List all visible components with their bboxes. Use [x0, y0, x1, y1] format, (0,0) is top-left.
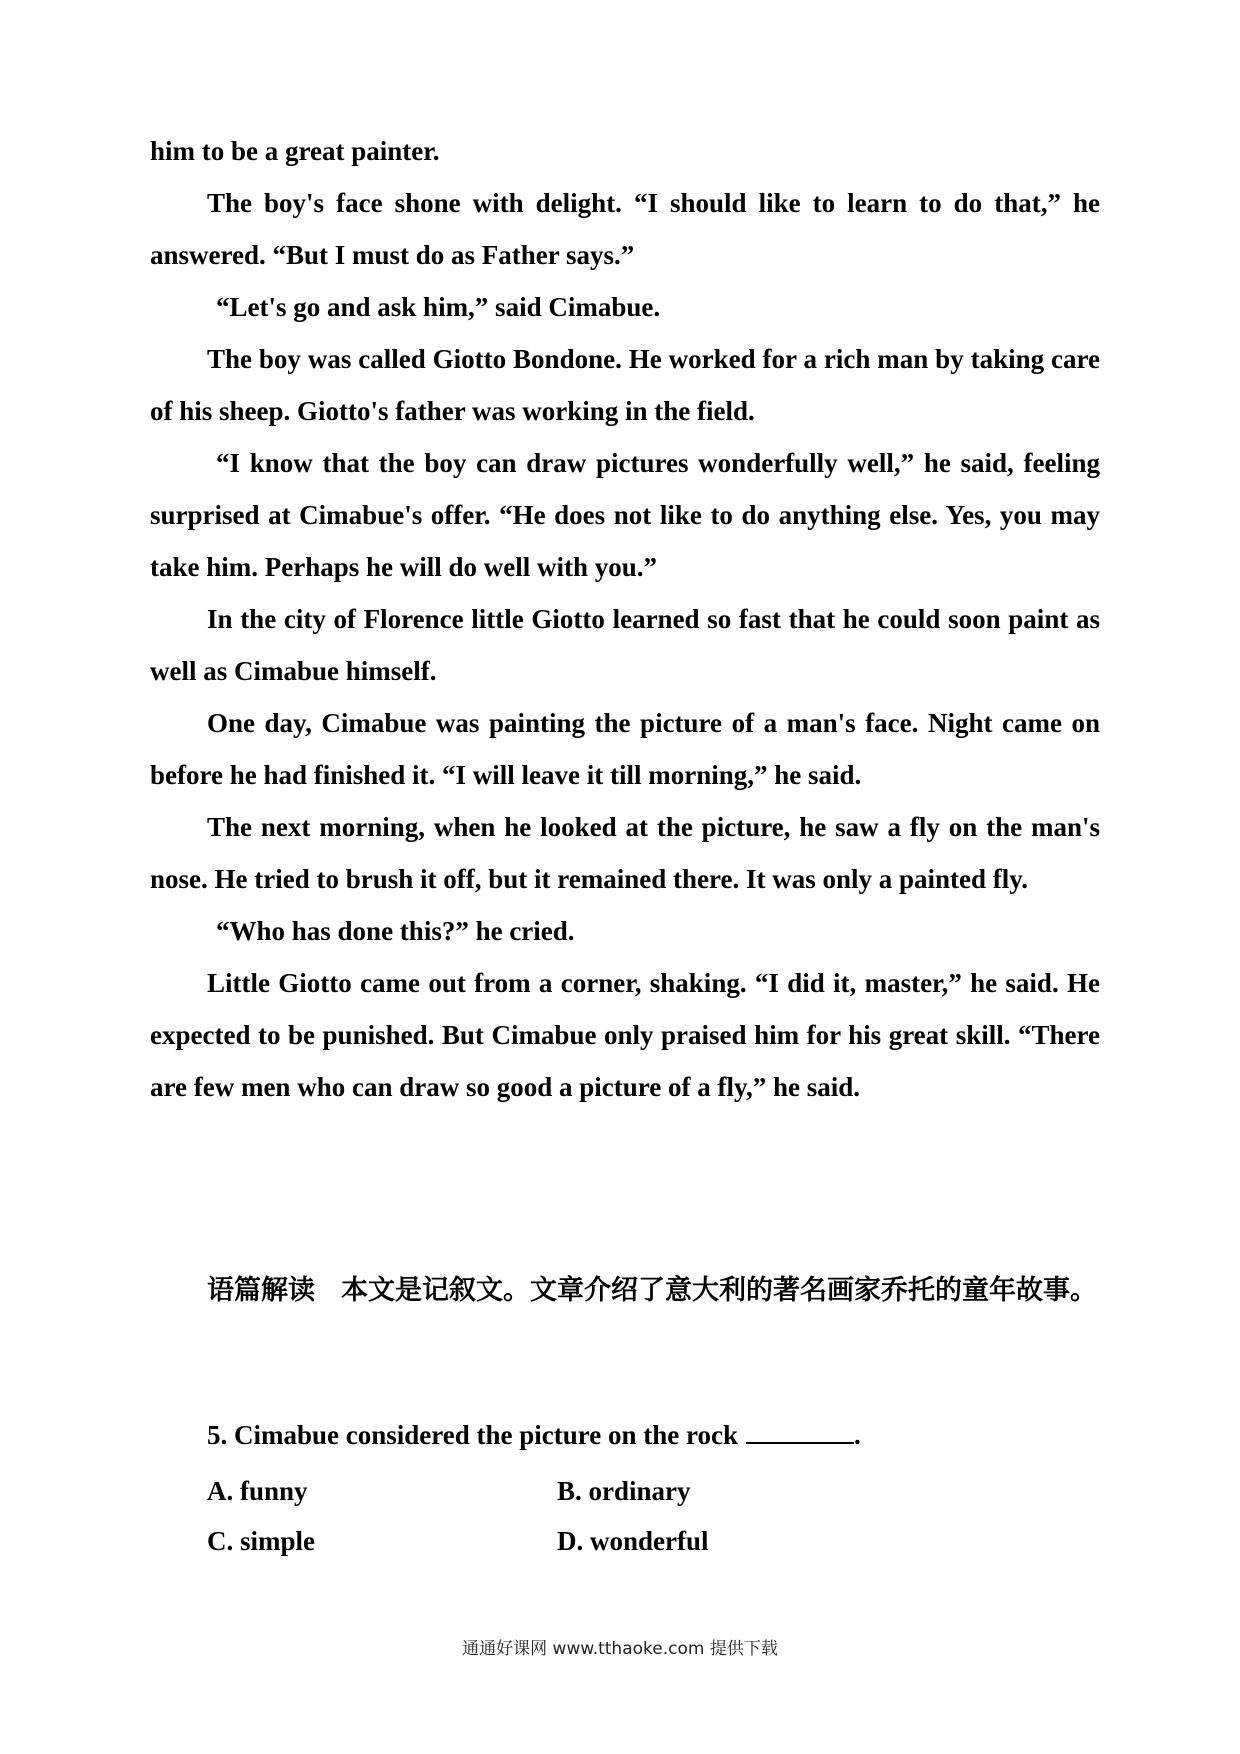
- passage-paragraph: him to be a great painter.: [150, 136, 440, 166]
- option-text: ordinary: [588, 1476, 691, 1506]
- question-stem: Cimabue considered the picture on the rock: [234, 1420, 738, 1450]
- passage-paragraph: One day, Cimabue was painting the picture of a man's face. Night came on before he had finished it. “I will leave it till morning,” he said.: [150, 708, 1100, 790]
- option-b[interactable]: [557, 1466, 907, 1516]
- option-text: funny: [240, 1476, 308, 1506]
- answer-blank[interactable]: [746, 1422, 854, 1444]
- passage-analysis: [150, 1254, 1100, 1328]
- passage-paragraph: Little Giotto came out from a corner, shaking. “I did it, master,” he said. He expected to be punished. But Cimabue only praised him for his great skill. “There are few men who can draw so good a picture of a fly,” he said.: [150, 968, 1100, 1102]
- option-letter: A.: [207, 1476, 234, 1506]
- option-letter: D.: [557, 1526, 584, 1556]
- passage-paragraph: The next morning, when he looked at the picture, he saw a fly on the man's nose. He tried to brush it off, but it remained there. It was only a painted fly.: [150, 812, 1100, 894]
- passage: [150, 125, 1100, 1113]
- passage-paragraph: The boy was called Giotto Bondone. He worked for a rich man by taking care of his sheep. Giotto's father was working in the field.: [150, 344, 1100, 426]
- option-text: wonderful: [590, 1526, 709, 1556]
- analysis-text: 本文是记叙文。文章介绍了意大利的著名画家乔托的童年故事。: [341, 1275, 1097, 1306]
- answer-options: [207, 1466, 907, 1566]
- question-5: [207, 1409, 861, 1461]
- question-end: .: [854, 1420, 861, 1450]
- passage-paragraph: “Let's go and ask him,” said Cimabue.: [216, 292, 661, 322]
- analysis-label: 语篇解读: [207, 1275, 315, 1306]
- passage-paragraph: “Who has done this?” he cried.: [216, 916, 575, 946]
- question-number: 5.: [207, 1420, 228, 1450]
- passage-paragraph: The boy's face shone with delight. “I should like to learn to do that,” he answered. “But I must do as Father says.”: [150, 188, 1100, 270]
- option-a[interactable]: [207, 1466, 557, 1516]
- option-letter: C.: [207, 1526, 234, 1556]
- option-text: simple: [240, 1526, 316, 1556]
- passage-paragraph: “I know that the boy can draw pictures wonderfully well,” he said, feeling surprised at Cimabue's offer. “He does not like to do anything else. Yes, you may take him. Perhaps he will do well with you.”: [150, 448, 1100, 582]
- option-c[interactable]: [207, 1516, 557, 1566]
- passage-paragraph: In the city of Florence little Giotto learned so fast that he could soon paint as well as Cimabue himself.: [150, 604, 1100, 686]
- option-letter: B.: [557, 1476, 582, 1506]
- page-footer: 通通好课网 www.tthaoke.com 提供下载: [462, 1639, 778, 1659]
- option-d[interactable]: [557, 1516, 907, 1566]
